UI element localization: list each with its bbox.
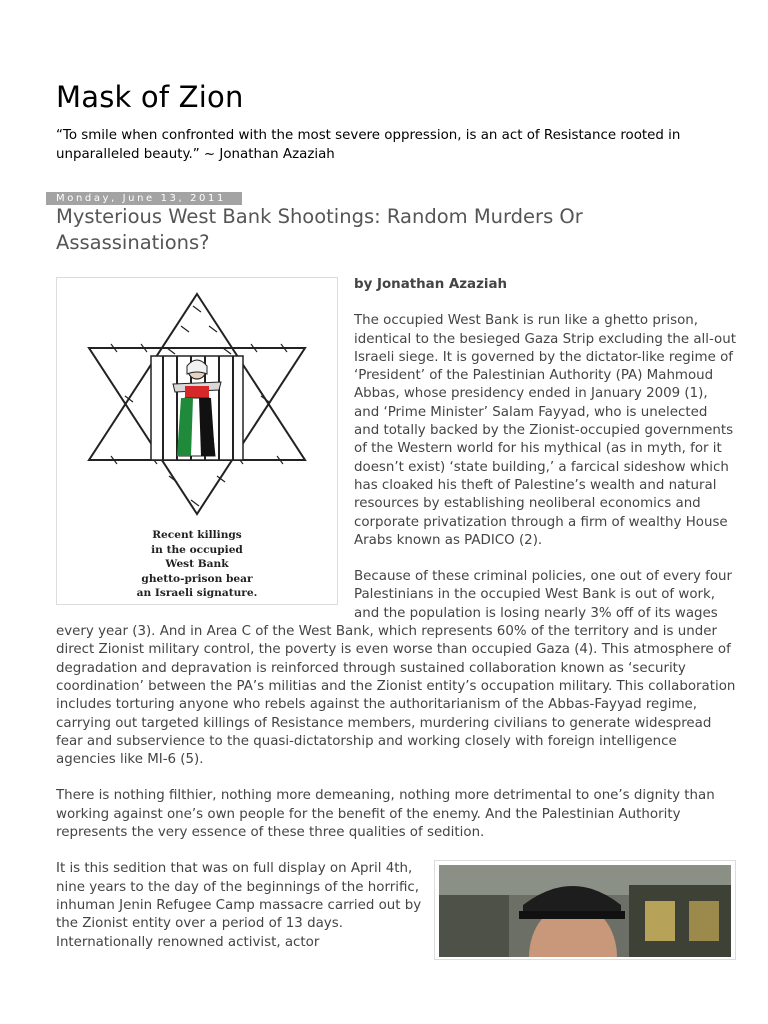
barbed-wire-star-image	[81, 286, 313, 526]
caption-line: ghetto-prison bear	[141, 572, 253, 585]
post-body	[56, 276, 736, 970]
post-title[interactable]: Mysterious West Bank Shootings: Random Murders Or Assassinations?	[56, 205, 583, 254]
post-byline: by Jonathan Azaziah	[354, 277, 508, 292]
blog-description: “To smile when confronted with the most severe oppression, is an act of Resistance rooted in unparalleled beauty.” ~ Jonathan Azaziah	[56, 128, 681, 162]
post-date-header: Monday, June 13, 2011	[46, 192, 242, 205]
post-paragraph: The occupied West Bank is run like a ghetto prison, identical to the besieged Gaza Strip excluding the all-out Israeli siege. It is governed by the dictator-like regime of ‘President’ of the Palestinian Authority (PA) Mahmoud Abbas, whose presidency ended in January 2009 (1), and ‘Prime Minister’ Salam Fayyad, who is unelected and totally backed by the Zionist-occupied governments of the Western world for his mythical (as in myth, for it doesn’t exist) ‘state building,’ a farcical sideshow which has cloaked his theft of Palestine’s wealth and natural resources by establishing neoliberal economics and corporate privatization through a firm of wealthy House Arabs known as PADICO (2).	[354, 313, 736, 548]
author-photo-image	[439, 865, 731, 957]
caption-line: Recent killings	[152, 529, 242, 541]
blog-title[interactable]: Mask of Zion	[56, 80, 244, 114]
caption-line: in the occupied	[151, 543, 243, 556]
figure-caption	[57, 528, 337, 601]
caption-line: an Israeli signature.	[136, 587, 258, 600]
post-paragraph: It is this sedition that was on full display on April 4th, nine years to the day of the beginnings of the horrific, inhuman Jenin Refugee Camp massacre carried out by the Zionist entity over a period of 13 days. Internationally renowned activist, actor	[56, 861, 422, 950]
caption-line: West Bank	[165, 558, 229, 571]
post-paragraph: Because of these criminal policies, one out of every four Palestinians in the occupied West Bank is out of work, and the population is losing nearly 3% off of its wages every year (3). And in Area C of the West Bank, which represents 60% of the territory and is under direct Zionist military control, the poverty is even worse than occupied Gaza (4). This atmosphere of degradation and depravation is reinforced through sustained collaboration known as ‘security coordination’ between the PA’s militias and the Zionist entity’s occupation military. This collaboration includes torturing anyone who rebels against the authoritarianism of the Abbas-Fayyad regime, carrying out targeted killings of Resistance members, murdering civilians to generate widespread fear and subservience to the quasi-dictatorship and working closely with foreign intelligence agencies like MI-6 (5).	[56, 569, 736, 768]
post-paragraph: There is nothing filthier, nothing more demeaning, nothing more detrimental to one’s dignity than working against one’s own people for the benefit of the enemy. And the Palestinian Authority represents the very essence of these three qualities of sedition.	[56, 788, 715, 841]
star-cage-illustration[interactable]	[56, 277, 338, 605]
author-photo[interactable]	[434, 860, 736, 960]
